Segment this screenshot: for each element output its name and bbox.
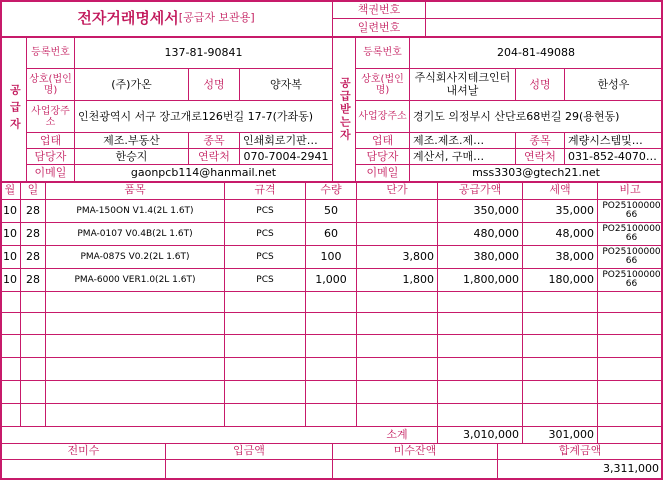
- payment-value: [166, 460, 332, 478]
- divider: [239, 133, 240, 165]
- divider: [0, 199, 663, 200]
- border-left: [0, 0, 2, 480]
- item-supply-amount: 380,000: [473, 249, 519, 263]
- item-note: PO25100000 66: [602, 270, 661, 289]
- supplier-reg-number: 137-81-90841: [164, 45, 243, 59]
- supplier-name: (주)가온: [111, 77, 152, 91]
- buyer-rep-label: 성명: [529, 77, 551, 91]
- divider: [26, 164, 332, 165]
- supplier-contact-label: 연락처: [198, 149, 230, 163]
- prev-balance-value: [2, 460, 165, 478]
- divider: [522, 182, 523, 444]
- divider: [188, 133, 189, 165]
- supplier-biz-type-label: 업태: [39, 133, 62, 147]
- divider: [355, 37, 356, 182]
- item-unit-price: 1,800: [402, 272, 434, 286]
- supplier-email: gaonpcb114@hanmail.net: [130, 165, 277, 179]
- item-name: PMA-0107 V0.4B(2L 1.6T): [77, 228, 193, 239]
- divider: [239, 69, 240, 101]
- divider: [26, 37, 27, 182]
- item-spec: PCS: [256, 205, 274, 216]
- header-unit-price: 단가: [386, 183, 408, 197]
- divider: [356, 182, 357, 426]
- buyer-address-label: 사업장주소: [358, 111, 407, 123]
- serial-number-label: 일련번호: [357, 20, 401, 34]
- divider: [188, 69, 189, 101]
- payment-label: 입금액: [233, 444, 265, 458]
- item-note: PO25100000 66: [602, 247, 661, 266]
- item-supply-amount: 480,000: [473, 226, 519, 240]
- header-supply-amount: 공급가액: [458, 183, 502, 197]
- total-value: 3,311,000: [603, 461, 659, 475]
- item-spec: PCS: [256, 274, 274, 285]
- item-name: PMA-087S V0.2(2L 1.6T): [80, 251, 190, 262]
- document-title: [0, 0, 332, 37]
- unpaid-label: 미수잔액: [393, 444, 437, 458]
- header-note: 비고: [619, 183, 641, 197]
- item-month: 10: [3, 203, 17, 217]
- item-note: PO25100000 66: [602, 201, 661, 220]
- divider: [332, 18, 662, 19]
- divider: [26, 100, 332, 101]
- item-unit-price: 3,800: [402, 249, 434, 263]
- header-tax: 세액: [549, 183, 571, 197]
- title-subtitle: [공급자 보관용]: [178, 11, 255, 25]
- supplier-rep-label: 성명: [203, 77, 225, 91]
- divider: [26, 132, 332, 133]
- subtotal-label: 소계: [386, 427, 408, 441]
- divider: [515, 133, 516, 165]
- divider: [0, 403, 663, 404]
- supplier-biz-item: 인쇄회로기판…: [243, 133, 318, 147]
- subtotal-tax: 301,000: [548, 427, 594, 441]
- item-qty: 50: [324, 203, 338, 217]
- subtotal-supply-amount: 3,010,000: [463, 427, 519, 441]
- divider: [26, 68, 332, 69]
- divider: [0, 268, 663, 269]
- item-month: 10: [3, 272, 17, 286]
- divider: [0, 291, 663, 292]
- divider: [74, 37, 75, 182]
- supplier-rep-name: 양자복: [270, 77, 302, 91]
- book-number-label: 책권번호: [357, 2, 401, 16]
- divider: [355, 164, 662, 165]
- unpaid-value: [333, 460, 497, 478]
- item-day: 28: [26, 249, 40, 263]
- supplier-contact: 070-7004-2941: [243, 149, 329, 163]
- item-supply-amount: 350,000: [473, 203, 519, 217]
- buyer-address: 경기도 의정부시 산단로68번길 29(용현동): [413, 109, 620, 123]
- header-day: 일: [27, 183, 39, 197]
- divider: [355, 148, 662, 149]
- divider: [564, 69, 565, 101]
- header-qty: 수량: [320, 183, 342, 197]
- supplier-reg-label: 등록번호: [31, 47, 70, 59]
- divider: [305, 182, 306, 426]
- item-name: PMA-6000 VER1.0(2L 1.6T): [74, 274, 196, 285]
- supplier-manager: 한승지: [115, 149, 148, 163]
- buyer-biz-item: 계량시스템및…: [568, 133, 643, 147]
- title-text: 전자거래명세서: [77, 8, 179, 27]
- divider: [0, 181, 663, 183]
- serial-number-value: [426, 19, 662, 37]
- divider: [409, 37, 410, 182]
- divider: [355, 68, 662, 69]
- divider: [597, 182, 598, 444]
- item-day: 28: [26, 226, 40, 240]
- supplier-email-label: 이메일: [34, 165, 67, 179]
- supplier-name-label: 상호(법인명): [29, 73, 72, 96]
- divider: [355, 132, 662, 133]
- total-label: 합계금액: [558, 444, 602, 458]
- header-month: 월: [4, 183, 16, 197]
- divider: [20, 182, 21, 426]
- divider: [0, 426, 663, 427]
- header-spec: 규격: [254, 183, 276, 197]
- divider: [497, 444, 498, 479]
- buyer-reg-label: 등록번호: [363, 47, 402, 59]
- supplier-address: 인천광역시 서구 장고개로126번길 17-7(가좌동): [78, 109, 314, 123]
- supplier-biz-type: 제조.부동산: [103, 133, 160, 147]
- supplier-side-label: 공급자: [8, 83, 22, 135]
- buyer-email-label: 이메일: [366, 165, 399, 179]
- divider: [0, 36, 663, 38]
- buyer-side-label: 공급받는자: [338, 76, 352, 142]
- divider: [45, 182, 46, 426]
- item-tax: 48,000: [555, 226, 594, 240]
- divider: [224, 182, 225, 426]
- buyer-biz-type-label: 업태: [371, 133, 394, 147]
- divider: [26, 148, 332, 149]
- prev-balance-label: 전미수: [67, 444, 100, 458]
- buyer-rep-name: 한성우: [597, 77, 630, 91]
- buyer-email: mss3303@gtech21.net: [472, 165, 600, 179]
- item-note: PO25100000 66: [602, 224, 661, 243]
- supplier-biz-item-label: 종목: [203, 133, 225, 147]
- buyer-reg-number: 204-81-49088: [497, 45, 575, 59]
- item-unit-price: [357, 200, 437, 222]
- buyer-contact: 031-852-4070…: [568, 149, 657, 163]
- buyer-biz-type: 제조.제조.제…: [413, 133, 485, 147]
- divider: [0, 245, 663, 246]
- buyer-manager-label: 담당자: [366, 149, 399, 163]
- center-divider: [332, 0, 333, 182]
- item-tax: 180,000: [548, 272, 594, 286]
- item-tax: 38,000: [555, 249, 594, 263]
- buyer-contact-label: 연락처: [524, 149, 556, 163]
- divider: [0, 380, 663, 381]
- buyer-name-label: 상호(법인명): [361, 73, 404, 96]
- item-spec: PCS: [256, 251, 274, 262]
- divider: [515, 69, 516, 101]
- item-day: 28: [26, 272, 40, 286]
- divider: [437, 182, 438, 444]
- item-qty: 60: [324, 226, 338, 240]
- divider: [0, 357, 663, 358]
- item-qty: 100: [320, 249, 342, 263]
- buyer-biz-item-label: 종목: [529, 133, 551, 147]
- item-month: 10: [3, 249, 17, 263]
- item-name: PMA-150ON V1.4(2L 1.6T): [76, 205, 194, 216]
- divider: [165, 444, 166, 479]
- book-number-value: [426, 1, 662, 19]
- header-item: 품목: [124, 183, 146, 197]
- divider: [0, 222, 663, 223]
- item-day: 28: [26, 203, 40, 217]
- buyer-manager: 계산서, 구매…: [413, 149, 485, 163]
- item-supply-amount: 1,800,000: [463, 272, 519, 286]
- item-tax: 35,000: [555, 203, 594, 217]
- divider: [355, 100, 662, 101]
- divider: [564, 133, 565, 165]
- divider: [0, 312, 663, 313]
- divider: [0, 334, 663, 335]
- item-month: 10: [3, 226, 17, 240]
- item-spec: PCS: [256, 228, 274, 239]
- supplier-address-label: 사업장주소: [31, 105, 70, 128]
- buyer-name: 주식회사지테크인터내셔날: [414, 71, 511, 97]
- item-qty: 1,000: [315, 272, 347, 286]
- divider: [332, 444, 333, 479]
- supplier-manager-label: 담당자: [34, 149, 67, 163]
- item-unit-price: [357, 223, 437, 245]
